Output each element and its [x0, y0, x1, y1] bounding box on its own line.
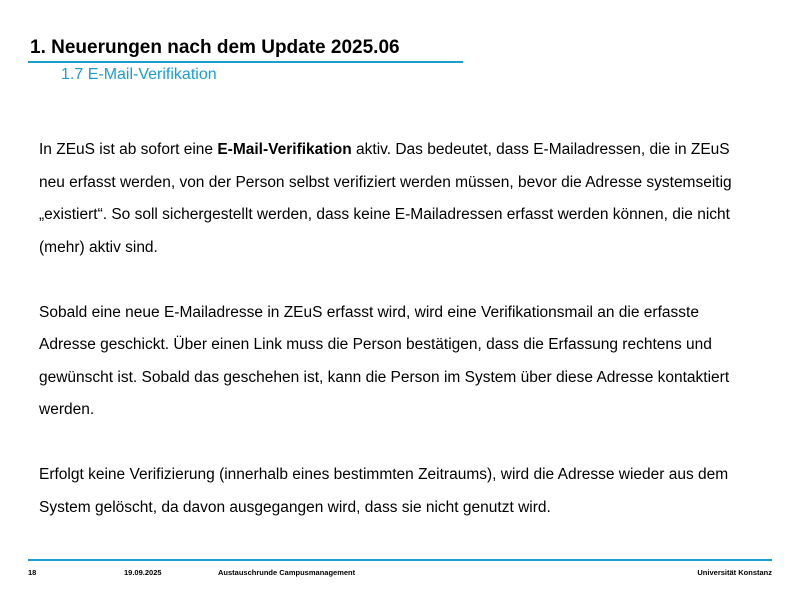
- paragraph-1-lead: In ZEuS ist ab sofort eine: [39, 141, 218, 158]
- title-underline: [28, 61, 463, 63]
- footer-divider: [28, 559, 772, 561]
- paragraph-verification-intro: [39, 134, 759, 264]
- paragraph-verification-expiry: Erfolgt keine Verifizierung (innerhalb eines bestimmten Zeitraums), wird die Adresse wieder aus dem System gelöscht, da davon ausgegangen wird, dass sie nicht genutzt wird.: [39, 466, 729, 516]
- footer-page-number: 18: [28, 568, 37, 577]
- footer-organization: Universität Konstanz: [697, 568, 772, 577]
- slide-body: [39, 134, 759, 524]
- paragraph-verification-process: Sobald eine neue E-Mailadresse in ZEuS erfasst wird, wird eine Verifikationsmail an die erfasste Adresse geschickt. Über einen Link muss die Person bestätigen, dass die Erfassung rechtens und gewünscht ist. Sobald das geschehen ist, kann die Person im System über diese Adresse kontaktiert werden.: [39, 303, 730, 418]
- slide-subtitle: 1.7 E-Mail-Verifikation: [61, 66, 217, 83]
- paragraph-1-rest: aktiv. Das bedeutet, dass E-Mailadressen, die in ZEuS neu erfasst werden, von der Person selbst verifiziert werden müssen, bevor die Adresse systemseitig „existiert“. So soll sichergestellt werden, dass keine E-Mailadressen erfasst werden können, die nicht (mehr) aktiv sind.: [39, 141, 732, 256]
- slide-title: 1. Neuerungen nach dem Update 2025.06: [30, 37, 400, 58]
- footer-event-name: Austauschrunde Campusmanagement: [218, 568, 356, 577]
- footer-date: 19.09.2025: [124, 568, 162, 577]
- paragraph-1-emphasis: E-Mail-Verifikation: [217, 141, 352, 158]
